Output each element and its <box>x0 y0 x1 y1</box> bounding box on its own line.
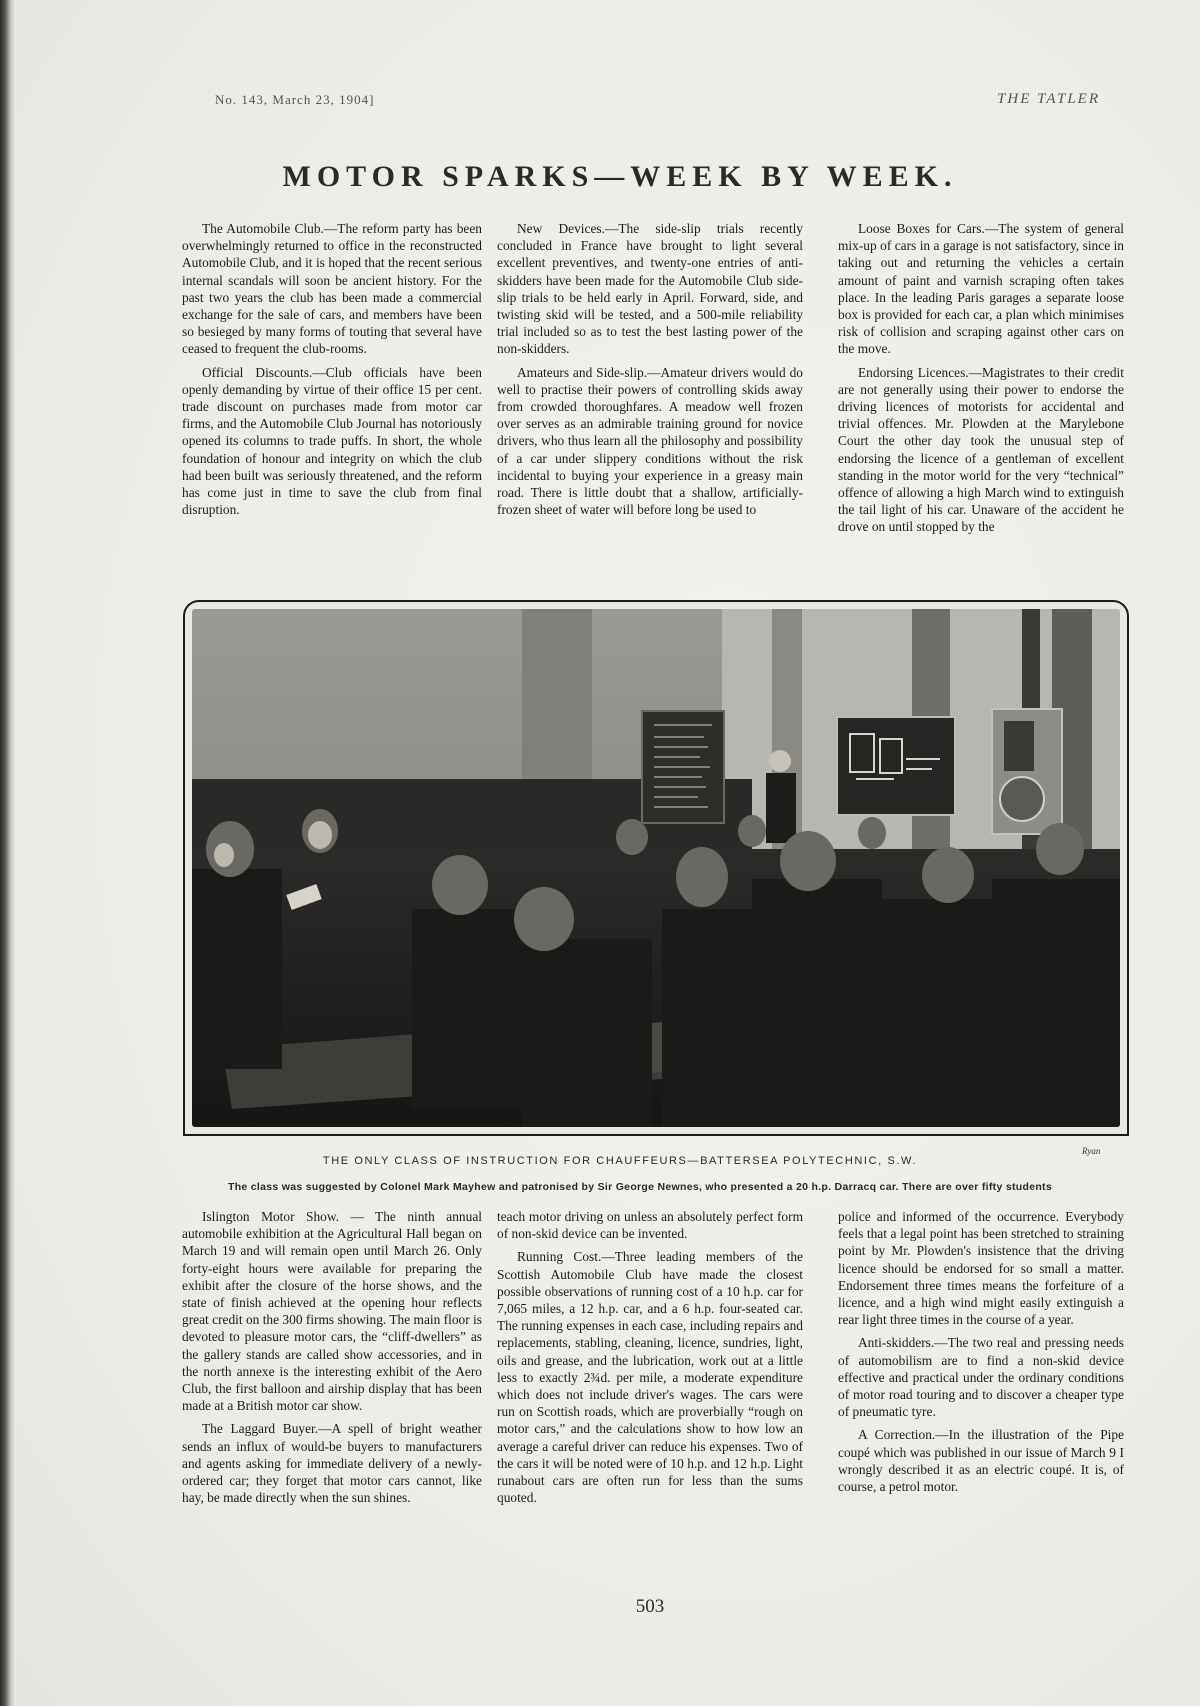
paragraph-body: —In the illustration of the Pipe coupé which was published in our issue of March 9 I wrongly described it as an electric coupé. It is, of course, a petrol motor. <box>838 1427 1125 1495</box>
paragraph-head: Loose Boxes for Cars. <box>858 221 985 236</box>
paragraph-head: Official Discounts. <box>202 364 313 380</box>
classroom-photo-image <box>192 609 1120 1127</box>
page-binding-edge <box>0 0 16 1706</box>
top-column-2 <box>497 220 803 524</box>
issue-line: No. 143, March 23, 1904] <box>215 92 375 107</box>
paragraph <box>182 364 482 519</box>
paragraph-head: Islington Motor Show. <box>202 1209 339 1224</box>
photo-frame <box>183 600 1129 1136</box>
paragraph-head: Amateurs and Side-slip. <box>517 364 648 380</box>
paragraph-head: Endorsing Licences. <box>858 364 969 380</box>
paragraph <box>838 364 1124 536</box>
paragraph-body: —Magistrates to their credit are not generally using their power to endorse the driving licences of motorists for accidental and trivial offences. Mr. Plowden at the Marylebone Court the other day took the unusual step of endorsing the licence of a gentleman of excellent standing in the motor world for the very “technical” offence of allowing a high March wind to extinguish the tail light of his car. Unaware of the accident he drove on until stopped by the <box>838 364 1124 535</box>
paragraph-body: —Three leading members of the Scottish Automobile Club have made the closest possible observations of running cost of a 10 h.p. car for 7,065 miles, a 12 h.p. car, and a 6 h.p. four-seated car. The running expenses in each case, including repairs and replacements, stabling, cleaning, licence, sundries, light, oils and grease, and the lubrication, work out at a little less to exactly 2¾d. per mile, a moderate expenditure which does not include driver's wages. The cars were run on Scottish roads, which are proverbially “rough on motor cars,” and the calculations show to how low an average a careful driver can reduce his expenses. Two of the cars it will be noted were of 10 h.p. and 12 h.p. Light runabout cars are often run for less than the sums quoted. <box>497 1249 804 1506</box>
paragraph <box>497 364 803 519</box>
paragraph <box>838 220 1124 358</box>
paragraph-body: —Club officials have been openly demanding by virtue of their office 15 per cent. trade discount on purchases made from motor car firms, and the Automobile Club Journal has notoriously opened its columns to trade puffs. In short, the whole foundation of honour and integrity on which the club had been built was seriously threatened, and the reform has come just in time to save the club from final disruption. <box>182 364 482 518</box>
paragraph <box>497 1208 803 1242</box>
paragraph <box>182 220 482 358</box>
paragraph-body: police and informed of the occurrence. Everybody feels that a legal point has been stretched to straining point by Mr. Plowden's insistence that the driving licence should be endorsed for so small a matter. Endorsement three times means the forfeiture of a licence, and a high wind might easily extinguish a rear light three times in the course of a year. <box>838 1209 1124 1328</box>
paragraph-body: —A spell of bright weather sends an influx of would-be buyers to manufacturers and agents asking for immediate delivery of a newly-ordered car; they forget that motor cars cannot, like hay, be made directly when the sun shines. <box>182 1421 482 1506</box>
page-headline: MOTOR SPARKS—WEEK BY WEEK. <box>282 160 958 193</box>
paragraph <box>182 1420 482 1506</box>
paragraph-head: The Automobile Club. <box>202 221 324 236</box>
paragraph-head: New Devices. <box>517 221 605 236</box>
paragraph <box>182 1208 482 1414</box>
paragraph <box>838 1208 1124 1328</box>
paragraph <box>497 220 803 358</box>
page-number: 503 <box>635 1596 665 1617</box>
paragraph-body: —The system of general mix-up of cars in a garage is not satisfactory, since in taking out and returning the vehicles a certain amount of paint and varnish scraping often takes place. In the leading Paris garages a separate loose box is provided for each car, a plan which minimises risk of collision and scraping against other cars on the move. <box>838 221 1124 357</box>
classroom-photograph <box>192 609 1120 1127</box>
paragraph <box>497 1248 803 1506</box>
bottom-column-3 <box>838 1208 1124 1501</box>
photo-subcaption: The class was suggested by Colonel Mark Mayhew and patronised by Sir George Newnes, who presented a 20 h.p. Darracq car. There are over fifty students <box>228 1181 1052 1193</box>
bottom-column-1 <box>182 1208 482 1512</box>
top-column-1 <box>182 220 482 524</box>
paragraph-body: — The ninth annual automobile exhibition at the Agricultural Hall began on March 19 and will remain open until March 26. Only forty-eight hours were available for preparing the exhibit after the closure of the horse shows, and the state of finish achieved at the opening hour reflects great credit on the 300 firms showing. The main floor is devoted to pleasure motor cars, the “cliff-dwellers” as the gallery stands are called show accessories, and in the north annexe is the interesting exhibit of the Aero Club, the first balloon and airship display that has been made at a British motor car show. <box>182 1209 482 1414</box>
bottom-column-2 <box>497 1208 803 1512</box>
paragraph-head: Anti-skidders. <box>858 1335 935 1351</box>
photo-caption: THE ONLY CLASS OF INSTRUCTION FOR CHAUFFEURS—BATTERSEA POLYTECHNIC, S.W. <box>322 1155 918 1167</box>
photo-credit: Ryan <box>1082 1146 1101 1156</box>
paragraph <box>838 1334 1124 1420</box>
paragraph-body: —The side-slip trials recently concluded in France have brought to light several excellent preventives, and twenty-one entries of anti-skidders have been made for the Automobile Club side-slip trials to be held early in April. Forward, side, and twisting skid will be tested, and a 500-mile reliability trial included so as to test the best lasting power of the non-skidders. <box>497 221 803 357</box>
paragraph-body: —Amateur drivers would do well to practise their powers of controlling skids away from crowded thoroughfares. A meadow well frozen over serves as an admirable training ground for novice drivers, who thus learn all the philosophy and possibility of a car under slippery conditions without the risk incidental to buying your experience in a greasy main road. There is little doubt that a shallow, artificially-frozen sheet of water will before long be used to <box>497 364 803 518</box>
paragraph-head: A Correction. <box>858 1427 936 1443</box>
paragraph <box>838 1426 1124 1495</box>
publication-title: THE TATLER <box>997 91 1100 107</box>
paragraph-head: Running Cost. <box>517 1249 602 1265</box>
paragraph-head: The Laggard Buyer. <box>202 1421 319 1437</box>
top-column-3 <box>838 220 1124 542</box>
paragraph-body: teach motor driving on unless an absolutely perfect form of non-skid device can be invented. <box>497 1209 803 1242</box>
paragraph-body: —The reform party has been overwhelmingly returned to office in the reconstructed Automobile Club, and it is hoped that the recent serious internal scandals will soon be ancient history. For the past two years the club has been made a commercial exchange for the sale of cars, and members have been so besieged by many forms of touting that several have ceased to frequent the club-rooms. <box>182 221 482 357</box>
paragraph-body: —The two real and pressing needs of automobilism are to find a non-skid device effective and practical under the ordinary conditions of motor road touring and to discover a cheaper type of pneumatic tyre. <box>838 1335 1124 1420</box>
